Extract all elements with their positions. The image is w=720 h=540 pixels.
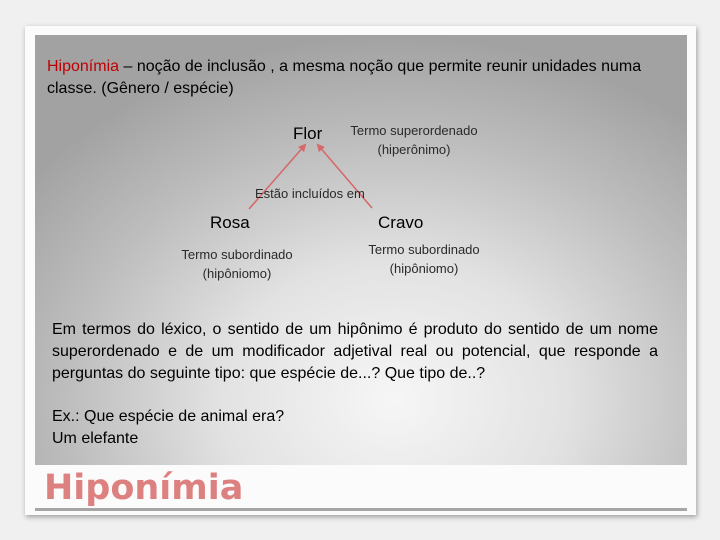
root-word: Flor xyxy=(293,124,323,143)
relation-label: Estão incluídos em xyxy=(255,186,365,201)
right-label-line2: (hipôniomo) xyxy=(389,261,459,276)
footer-title: Hiponímia xyxy=(44,468,244,508)
root-label xyxy=(330,121,498,159)
right-word: Cravo xyxy=(378,213,424,232)
example-question: Ex.: Que espécie de animal era? xyxy=(52,408,285,425)
intro-term: Hiponímia xyxy=(47,58,120,75)
root-label-line1: Termo superordenado xyxy=(350,123,478,138)
left-word: Rosa xyxy=(210,213,250,232)
root-label-line2: (hiperônimo) xyxy=(377,142,451,157)
left-label-line1: Termo subordinado xyxy=(181,247,293,262)
intro-definition: – noção de inclusão , a mesma noção que permite reunir unidades numa classe. (Gênero / espécie) xyxy=(47,58,642,97)
right-label-line1: Termo subordinado xyxy=(368,242,480,257)
right-label xyxy=(346,240,502,278)
example-answer: Um elefante xyxy=(52,430,139,447)
left-label-line2: (hipôniomo) xyxy=(202,266,272,281)
left-label xyxy=(162,245,312,283)
body-paragraph: Em termos do léxico, o sentido de um hipônimo é produto do sentido de um nome superordenado e de um modificador adjetival real ou potencial, que responde a perguntas do seguinte tipo: que espécie de...? Que tipo de..? xyxy=(52,321,658,382)
example-block xyxy=(52,406,452,450)
